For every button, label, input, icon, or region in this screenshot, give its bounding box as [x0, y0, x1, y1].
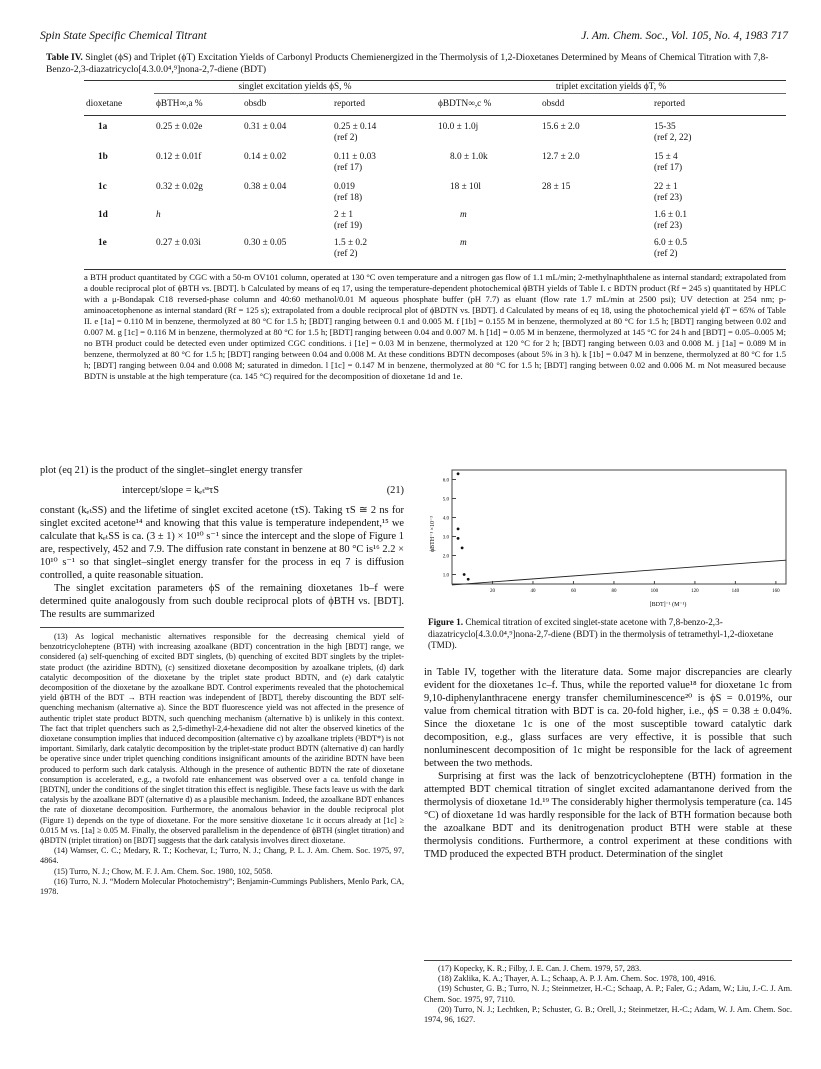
cell-phi-bdtn: 10.0 ± 1.0j [438, 121, 479, 132]
table-footnotes: a BTH product quantitated by CGC with a 50-m OV101 column, operated at 130 °C oven temperature and a nitrogen gas flow of 1.1 mL/min; 2-methylnaphthalene as internal standard; extrapolated from a double reciprocal plot of ϕBTH vs. [BDT]. b Calculated by means of eq 17, using the temperature-dependent photochemical ϕBTH yields of Table I. c BDTN product (Rf = 245 s) quantitated by HPLC with a μ-Bondapak C18 reversed-phase column and 40:60 methanol/0.01 M aqueous phosphate buffer (pH 7.7) as eluant (flow rate 1.7 mL/min at 2500 psi); UV detection at 254 nm; p-aminoacetophenone as internal standard (Rf = 125 s); extrapolated from a double reciprocal plot of ϕBDTN vs. [BDT]. d Calculated by means of eq 18, using the photochemical yield ϕT = 65% of Table II. e [1a] = 0.110 M in benzene, thermolyzed at 80 °C for 1.5 h; [BDT] ranging between 0.1 and 0.005 M. f [1b] = 0.155 M in benzene, thermolyzed at 80 °C for 1.5 h; [BDT] ranging between 0.02 and 0.007 M. g [1c] = 0.116 M in benzene, thermolyzed at 80 °C for 1.5 h; [BDT] ranging between 0.04 and 0.007 M. h [1d] = 0.05 M in benzene, thermolyzed at 145 °C for 24 h and [BDT] = 0.05–0.005 M; no BTH product could be detected even under optimized CGC conditions. i [1e] = 0.03 M in benzene, thermolyzed at 120 °C for 2 h; [BDT] ranging between 0.03 and 0.008 M. j [1a] = 0.089 M in benzene, thermolyzed at 80 °C for 1.5 h; [BDT] ranging between 0.04 and 0.008 M. At these conditions BDTN decomposes (about 5% in 3 h). k [1b] = 0.047 M in benzene, thermolyzed at 80 °C for 1.5 h; [BDT] ranging between 0.04 and 0.008 M; saturated in dimedon. l [1c] = 0.147 M in benzene, thermolyzed at 80 °C for 1.5 h; [BDT] ranging between 0.02 and 0.006 M. m Not measured because BDTN is unstable at the high temperature (ca. 145 °C) required for the decomposition of dioxetane 1d and 1e. [84, 272, 786, 381]
reported-ref: (ref 2) [334, 248, 358, 259]
reported-value: 15-35 [654, 121, 676, 132]
cell-singlet-reported [332, 204, 436, 232]
reference: (15) Turro, N. J.; Chow, M. F. J. Am. Chem. Soc. 1980, 102, 5058. [54, 866, 273, 876]
reference: (18) Zaklika, K. A.; Thayer, A. L.; Schaap, A. P. J. Am. Chem. Soc. 1978, 100, 4916. [438, 974, 716, 984]
right-references [424, 964, 792, 1025]
left-column-body [40, 464, 404, 621]
data-point [463, 573, 466, 576]
cell-phi-bth: h [156, 209, 161, 220]
data-point [457, 528, 460, 531]
figure-1 [424, 464, 796, 612]
cell-singlet-obsd: 0.30 ± 0.05 [244, 237, 287, 248]
col-header-phi-bdtn: ϕBDTN∞,c % [438, 99, 492, 109]
cell-phi-bdtn: 8.0 ± 1.0k [450, 151, 488, 162]
x-tick-label: 40 [530, 589, 536, 594]
triplet-group-header: triplet excitation yields ϕT, % [436, 82, 786, 94]
cell-dioxetane: 1a [98, 121, 108, 132]
reported-ref: (ref 2) [334, 132, 358, 143]
cell-phi-bth: 0.25 ± 0.02e [156, 121, 203, 132]
data-point [461, 547, 464, 550]
col-header-singlet-obsd: obsdb [244, 99, 267, 109]
x-tick-label: 160 [772, 589, 780, 594]
figure-1-chart [424, 464, 796, 612]
cell-dioxetane: 1e [98, 237, 107, 248]
col-header-triplet-obsd: obsdd [542, 99, 565, 109]
cell-singlet-reported [332, 232, 436, 260]
cell-singlet-obsd: 0.38 ± 0.04 [244, 181, 287, 192]
col-header-dioxetane: dioxetane [86, 98, 123, 109]
reported-value: 1.5 ± 0.2 [334, 237, 367, 248]
table-row [84, 232, 786, 260]
figure-label: Figure 1. [428, 617, 464, 627]
reported-value: 0.019 [334, 181, 355, 192]
cell-triplet-obsd: 12.7 ± 2.0 [542, 151, 580, 162]
right-column-body [424, 666, 792, 861]
reported-value: 22 ± 1 [654, 181, 678, 192]
equation-text: intercept/slope = kₑₜˢˢτS [122, 485, 220, 496]
x-tick-label: 100 [650, 589, 659, 594]
table-caption-text: Singlet (ϕS) and Triplet (ϕT) Excitation Yields of Carbonyl Products Chemienergized in the Thermolysis of 1,2-Dioxetanes Determined by Means of Chemical Titration with 7,8-Benzo-2,3-diazatricyclo[4.3.0.0⁴,⁹]nona-2,7-diene (BDT) [46, 52, 769, 75]
table-column-header [84, 94, 786, 116]
paragraph: plot (eq 21) is the product of the singlet–singlet energy transfer [40, 465, 303, 476]
paragraph: Surprising at first was the lack of benzotricycloheptene (BTH) formation in the attempted BDT chemical titration of singlet excited adamantanone derived from the thermolysis of dioxetane 1d.¹⁹ The considerably higher thermolysis temperature (ca. 145 °C) of dioxetane 1d was hardly responsible for the lack of BTH formation because both the azoalkane BDT and its denitrogenation product BTH were stable at these thermolysis conditions. Furthermore, a control experiment at these conditions with TMD produced the expected BTH product. Determination of the singlet [424, 771, 792, 860]
y-tick-label: 2.0 [442, 554, 449, 560]
reported-ref: (ref 18) [334, 192, 363, 203]
cell-phi-bdtn: m [460, 237, 467, 248]
cell-phi-bth: 0.27 ± 0.03i [156, 237, 201, 248]
cell-dioxetane: 1b [98, 151, 108, 162]
reference: (14) Wamser, C. C.; Medary, R. T.; Kochevar, I.; Turro, N. J.; Chang, P. L. J. Am. Chem. Soc. 1975, 97, 4864. [40, 846, 404, 866]
reference: (17) Kopecky, K. R.; Filby, J. E. Can. J. Chem. 1979, 57, 283. [438, 964, 642, 973]
paragraph: constant (kₑₜSS) and the lifetime of singlet excited acetone (τS). Taking τS ≅ 2 ns for singlet excited acetone¹⁴ and knowing that this value is temperature independent,¹⁵ we calculate that kₑₜSS is ca. (3 ± 1) × 10¹⁰ s⁻¹ since the intercept and the slope of Figure 1 are, respectively, 452 and 7.9. The diffusion rate constant in benzene at 80 °C is¹⁶ 2.2 × 10¹⁰ s⁻¹ so that singlet–singlet energy transfer for the process in eq 7 is diffusion controlled, a quite reasonable situation. [40, 505, 404, 581]
cell-dioxetane: 1d [98, 209, 108, 220]
col-header-phi-bth: ϕBTH∞,a % [156, 99, 203, 109]
col-header-triplet-reported: reported [654, 99, 685, 109]
plot-frame [452, 470, 786, 584]
table-row [84, 204, 786, 232]
reported-ref: (ref 19) [334, 220, 363, 231]
cell-triplet-obsd: 15.6 ± 2.0 [542, 121, 580, 132]
table-group-header [84, 82, 786, 94]
y-tick-label: 6.0 [442, 478, 449, 484]
equation-21 [40, 480, 404, 502]
reported-ref: (ref 17) [654, 162, 683, 173]
table-caption [46, 52, 786, 76]
reference: (13) As logical mechanistic alternatives responsible for the decreasing chemical yield of benzotricycloheptene (BTH) with increasing azoalkane (BDT) concentration in the high [BDT] range, we considered (a) self-quenching of excited BDT singlets, (b) quenching of excited BDT singlets by the triplet-state product (the aziridine BDTN), (c) sensitized dioxetane decomposition by azoalkane triplets, (d) dark catalytic decomposition of the dioxetane by the triplet state product BDTN, and (e) dark catalytic decomposition of the dioxetane by the azoalkane BDT. Control experiments revealed that the photochemical yield ϕBTH of the BDT → BTH reaction was independent of [BDT], thereby discounting the BDT self-quenching mechanism (alternative a). Since the BDT fluorescence yield was not affected in the presence of authentic triplet state product BDTN, such quenching mechanism (alternative b) is unlikely in this context. The fact that triplet quenchers such as 2,5-dimethyl-2,4-hexadiene did not alter the observed kinetics of the dioxetane consumption implies that induced decomposition (alternative c) by azoalkane triplets (³BDT*) is not important. Similarly, dark catalytic decomposition by the triplet-state product BDTN (alternative d) can hardly be operative since under triplet quenching conditions insignificant amounts of the aziridine BDTN have been produced to perform such dark catalysis. Although in the presence of authentic BDTN the rate of dioxetane consumption is accelerated, e.g., a twofold rate enhancement was observed over a ca. tenfold change in [BDTN], under the conditions of the singlet titration this effect is negligible. These facts leave us with the dark catalysis by the azoalkane BDT (alternative d) as a plausible mechanism. Indeed, the azoalkane BDT enhances the rate of dioxetane decomposition. Furthermore, the anomalous behavior in the double reciprocal plot (Figure 1) depends on the type of dioxetane. For the more sensitive dioxetane 1c it occurs already at [1c] ≥ 0.015 M vs. [1a] ≥ 0.05 M. Finally, the observed parallelism in the dependence of ϕBTH (singlet titration) and ϕBDTN (triplet titration) on [BDT] suggests that the dark catalysis involves direct dioxetane. [40, 632, 404, 846]
data-point [467, 578, 470, 581]
cell-singlet-reported [332, 116, 436, 144]
table-iv [84, 82, 786, 260]
footnote-rule [40, 627, 404, 628]
reported-ref: (ref 17) [334, 162, 363, 173]
left-references [40, 632, 404, 897]
journal-citation: J. Am. Chem. Soc., Vol. 105, No. 4, 1983 717 [581, 30, 788, 42]
x-tick-label: 80 [611, 589, 617, 594]
reported-value: 1.6 ± 0.1 [654, 209, 687, 220]
table-bottom-rule [84, 269, 786, 270]
cell-triplet-reported [652, 144, 786, 174]
cell-triplet-reported [652, 174, 786, 204]
reported-ref: (ref 2) [654, 248, 678, 259]
running-title: Spin State Specific Chemical Titrant [40, 30, 207, 42]
reported-ref: (ref 23) [654, 192, 683, 203]
reported-value: 2 ± 1 [334, 209, 354, 220]
table-row [84, 116, 786, 144]
reported-value: 0.25 ± 0.14 [334, 121, 377, 132]
table-top-rule [84, 80, 786, 81]
cell-phi-bth: 0.12 ± 0.01f [156, 151, 202, 162]
reference: (20) Turro, N. J.; Lechtken, P.; Schuster, G. B.; Orell, J.; Steinmetzer, H.-C.; Adam, W. J. Am. Chem. Soc. 1974, 96, 1627. [424, 1004, 792, 1025]
data-point [457, 537, 460, 540]
singlet-group-header: singlet excitation yields ϕS, % [154, 82, 436, 94]
equation-number: (21) [386, 485, 404, 496]
cell-phi-bth: 0.32 ± 0.02g [156, 181, 203, 192]
reported-value: 15 ± 4 [654, 151, 678, 162]
data-point [457, 472, 460, 475]
y-tick-label: 4.0 [442, 516, 449, 522]
x-tick-label: 140 [731, 589, 740, 594]
cell-singlet-obsd: 0.14 ± 0.02 [244, 151, 287, 162]
table-row [84, 174, 786, 204]
footnote-rule [424, 960, 792, 961]
cell-triplet-reported [652, 204, 786, 232]
running-header [40, 30, 788, 44]
table-label: Table IV. [46, 52, 83, 63]
cell-singlet-reported [332, 144, 436, 174]
figure-caption [428, 617, 792, 652]
cell-singlet-obsd: 0.31 ± 0.04 [244, 121, 287, 132]
table-row [84, 144, 786, 174]
cell-triplet-obsd [540, 232, 652, 260]
cell-triplet-obsd [540, 204, 652, 232]
cell-phi-bdtn: 18 ± 10l [450, 181, 481, 192]
reported-ref: (ref 2, 22) [654, 132, 692, 143]
x-tick-label: 120 [691, 589, 699, 594]
cell-triplet-obsd: 28 ± 15 [542, 181, 571, 192]
cell-triplet-reported [652, 232, 786, 260]
fit-line [452, 560, 786, 585]
reference: (16) Turro, N. J. “Modern Molecular Photochemistry”; Benjamin-Cummings Publishers, Menlo Park, CA, 1978. [40, 876, 404, 897]
x-tick-label: 60 [570, 589, 576, 594]
reported-value: 6.0 ± 0.5 [654, 237, 687, 248]
y-tick-label: 3.0 [442, 535, 449, 541]
figure-caption-text: Chemical titration of excited singlet-state acetone with 7,8-benzo-2,3-diazatricyclo[4.3.0.0⁴,⁹]nona-2,7-diene (BDT) in the thermolysis of tetramethyl-1,2-dioxetane (TMD). [428, 617, 774, 650]
x-tick-label: 20 [489, 589, 495, 594]
cell-triplet-reported [652, 116, 786, 144]
cell-dioxetane: 1c [98, 181, 107, 192]
y-tick-label: 5.0 [442, 497, 449, 503]
cell-singlet-obsd [242, 204, 332, 232]
cell-singlet-reported [332, 174, 436, 204]
paragraph: in Table IV, together with the literature data. Some major discrepancies are clearly evident for the dioxetanes 1c–f. Thus, while the reported value¹⁸ for dioxetane 1c from 9,10-diphenylanthracene energy transfer chemiluminescence²⁰ is ϕS = 0.019%, our value from chemical titration with BDT is ca. 20-fold higher, i.e., ϕS = 0.38 ± 0.04%. Since the dioxetane 1c is one of the most susceptible toward catalytic dark decomposition, e.g., glass surfaces are very effective, it is possible that such nonluminescent decomposition of 1c might be responsible for the lack of agreement between the two methods. [424, 667, 792, 769]
col-header-singlet-reported: reported [334, 99, 365, 109]
paragraph: The singlet excitation parameters ϕS of the remaining dioxetanes 1b–f were determined quite analogously from such double reciprocal plots of ϕBTH vs. [BDT]. The results are summarized [40, 583, 404, 620]
y-axis-label: ϕBTH⁻¹ ×10⁻³ [430, 516, 436, 552]
y-tick-label: 1.0 [442, 573, 449, 579]
x-axis-label: [BDT]⁻¹ (M⁻¹) [649, 602, 687, 608]
reported-ref: (ref 23) [654, 220, 683, 231]
cell-phi-bdtn: m [460, 209, 467, 220]
reference: (19) Schuster, G. B.; Turro, N. J.; Steinmetzer, H.-C.; Schaap, A. P.; Faler, G.; Adam, W.; Liu, J.-C. J. Am. Chem. Soc. 1975, 97, 7110. [424, 984, 792, 1004]
reported-value: 0.11 ± 0.03 [334, 151, 376, 162]
